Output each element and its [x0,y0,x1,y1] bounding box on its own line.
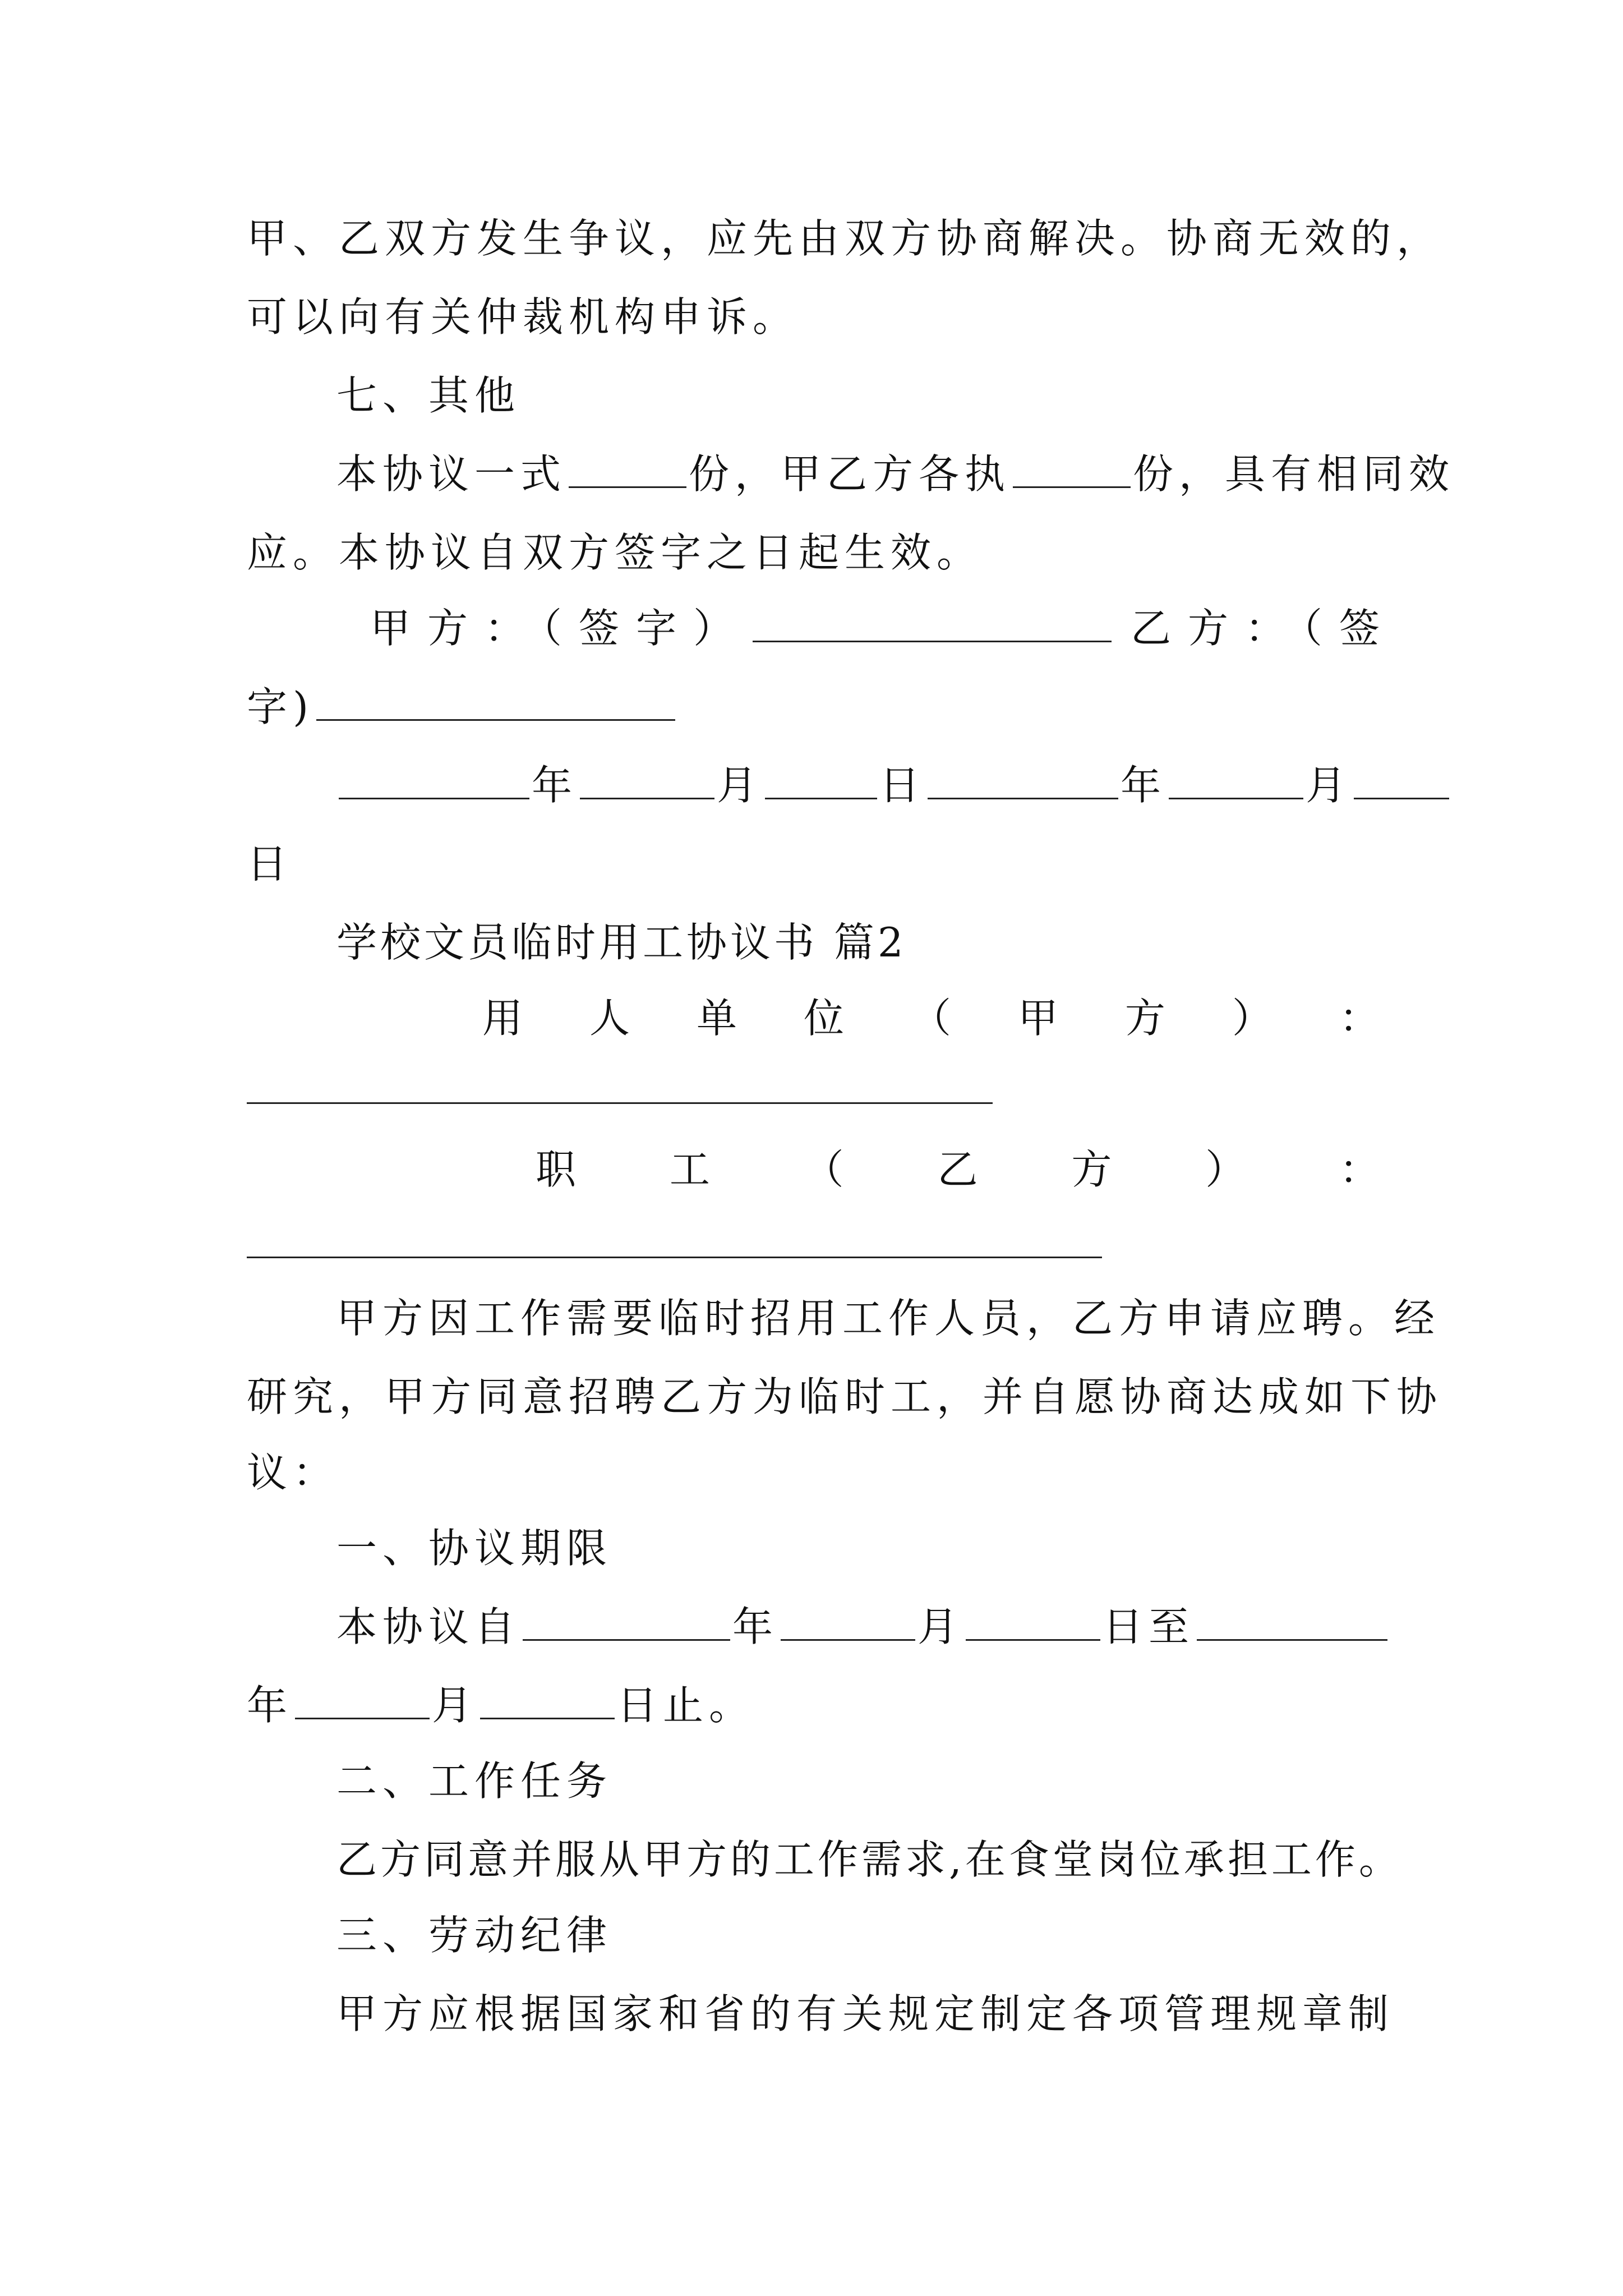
party-b-signature-blank[interactable] [316,679,675,721]
start-year-blank[interactable] [523,1599,730,1641]
section-heading-term: 一、协议期限 [336,1525,613,1572]
document-title: 学校文员临时用工协议书 篇2 [336,919,907,966]
year-label: 年 [247,1682,293,1729]
paragraph-line: 可以向有关仲裁机构申诉。 [247,293,799,341]
copies-text-a: 本协议一式 [336,450,567,498]
label-char: （ [803,1146,844,1193]
end-day-blank[interactable] [480,1677,615,1719]
end-year-blank[interactable] [1197,1599,1387,1641]
party-b-month-blank[interactable] [1169,757,1303,799]
label-char: 方 [1071,1146,1112,1193]
party-b-signature-label-cont: 字) [247,683,315,730]
label-char: 单 [696,995,737,1042]
party-a-year-blank[interactable] [339,757,529,799]
date-day-label: 日 [247,840,293,887]
paragraph-line: 议： [247,1449,339,1496]
month-label: 月 [917,1603,964,1650]
party-b-year-blank[interactable] [928,757,1118,799]
label-char: ） [1205,1146,1246,1193]
employer-label [482,990,1380,1046]
copies-text-b: 份，甲乙方各执 [689,450,1011,498]
month-label: 月 [1306,762,1352,809]
label-char: 方 [1124,995,1165,1042]
party-a-month-blank[interactable] [580,757,714,799]
day-label: 日 [879,762,926,809]
label-char: 甲 [1017,995,1058,1042]
party-a-day-blank[interactable] [765,757,877,799]
term-clause-line [336,1599,1385,1655]
start-day-blank[interactable] [966,1599,1100,1641]
label-char: 乙 [937,1146,978,1193]
end-month-blank[interactable] [295,1677,430,1719]
start-month-blank[interactable] [781,1599,915,1641]
year-label: 年 [532,762,578,809]
copies-text-c: 份，具有相同效 [1133,450,1455,498]
paragraph-line: 甲方因工作需要临时招用工作人员，乙方申请应聘。经 [336,1295,1441,1342]
label-char: （ [910,995,951,1042]
month-label: 月 [432,1682,478,1729]
label-char: 人 [589,995,630,1042]
label-char: ） [1232,995,1272,1042]
employee-name-blank[interactable] [247,1257,1102,1258]
party-b-day-blank[interactable] [1354,757,1449,799]
employer-name-blank[interactable] [247,1102,993,1104]
end-label: 日止。 [617,1682,755,1729]
term-text: 本协议自 [336,1603,521,1650]
paragraph-line: 甲、乙双方发生争议，应先由双方协商解决。协商无效的， [247,215,1443,262]
party-a-signature-blank[interactable] [753,600,1112,642]
signature-date-line [336,757,1385,813]
day-to-label: 日至 [1103,1603,1195,1650]
paragraph-line: 甲方应根据国家和省的有关规定制定各项管理规章制 [336,1990,1395,2037]
label-char: ： [1339,1146,1380,1193]
copies-each-blank[interactable] [1013,446,1131,488]
section-heading-other: 七、其他 [336,372,521,419]
paragraph-line: 应。本协议自双方签字之日起生效。 [247,529,983,576]
term-clause-line-cont [247,1677,1385,1733]
paragraph-line: 乙方同意并服从甲方的工作需求,在食堂岗位承担工作。 [336,1836,1403,1883]
label-char: 职 [536,1146,577,1193]
section-heading-task: 二、工作任务 [336,1757,613,1805]
year-label: 年 [732,1603,779,1650]
party-b-signature-label: 乙方：（签 [1131,605,1397,652]
year-label: 年 [1121,762,1167,809]
month-label: 月 [717,762,763,809]
label-char: ： [1339,995,1380,1042]
section-heading-discipline: 三、劳动纪律 [336,1912,613,1959]
label-char: 工 [669,1146,710,1193]
label-char: 位 [803,995,844,1042]
signature-line-cont [247,679,1385,735]
copies-clause-line [336,446,1455,502]
party-a-signature-label: 甲方：（签字） [370,605,751,652]
paragraph-line: 研究，甲方同意招聘乙方为临时工，并自愿协商达成如下协 [247,1373,1443,1420]
copies-total-blank[interactable] [569,446,686,488]
signature-line [370,600,1397,656]
label-char: 用 [482,995,523,1042]
employee-label [536,1142,1380,1198]
